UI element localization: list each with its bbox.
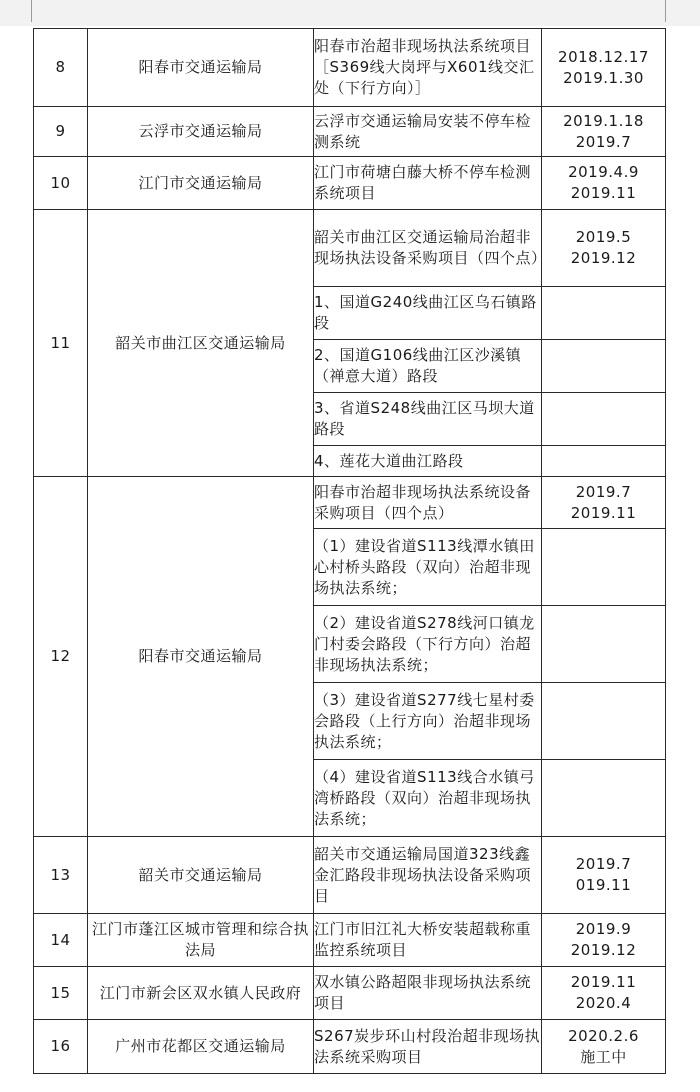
- date-cell: [542, 29, 666, 107]
- table-row: [34, 837, 666, 914]
- end-date: 2019.11: [570, 184, 637, 202]
- unit-name: 江门市交通运输局: [88, 157, 314, 210]
- unit-name: 阳春市交通运输局: [88, 477, 314, 837]
- end-date: 2019.11: [570, 503, 637, 522]
- project-name: 双水镇公路超限非现场执法系统项目: [314, 967, 542, 1020]
- start-date: 2019.9: [575, 920, 632, 938]
- start-date: 2019.1.18: [563, 111, 644, 130]
- table-row: [34, 967, 666, 1020]
- row-number: 16: [34, 1020, 88, 1074]
- unit-name: 江门市新会区双水镇人民政府: [88, 967, 314, 1020]
- previous-page-edge: [0, 0, 700, 26]
- start-date: 2019.7: [575, 855, 632, 873]
- end-date: 施工中: [580, 1047, 627, 1066]
- project-name: S267炭步环山村段治超非现场执法系统采购项目: [314, 1020, 542, 1074]
- row-number: 15: [34, 967, 88, 1020]
- sub-project: 1、国道G240线曲江区乌石镇路段: [314, 287, 542, 340]
- project-name: 韶关市交通运输局国道323线鑫金汇路段非现场执法设备采购项目: [314, 837, 542, 914]
- date-cell: [542, 210, 666, 287]
- table-row: [34, 477, 666, 529]
- sub-project: （3）建设省道S277线七星村委会路段（上行方向）治超非现场执法系统；: [314, 683, 542, 760]
- start-date: 2019.5: [575, 228, 632, 246]
- start-date: 2018.12.17: [558, 47, 649, 66]
- table-row: [34, 1020, 666, 1074]
- unit-name: 云浮市交通运输局: [88, 107, 314, 157]
- sub-project: 4、莲花大道曲江路段: [314, 446, 542, 477]
- empty-date-cell: [542, 393, 666, 446]
- sub-project: （4）建设省道S113线合水镇弓湾桥路段（双向）治超非现场执法系统；: [314, 760, 542, 837]
- start-date: 2019.11: [570, 973, 637, 991]
- empty-date-cell: [542, 287, 666, 340]
- date-cell: [542, 107, 666, 157]
- unit-name: 韶关市曲江区交通运输局: [88, 210, 314, 477]
- empty-date-cell: [542, 529, 666, 606]
- empty-date-cell: [542, 683, 666, 760]
- end-date: 2019.1.30: [563, 68, 644, 87]
- table-row: [34, 210, 666, 287]
- date-cell: [542, 477, 666, 529]
- sub-project: （2）建设省道S278线河口镇龙门村委会路段（下行方向）治超非现场执法系统；: [314, 606, 542, 683]
- date-cell: [542, 1020, 666, 1074]
- table-row: [34, 107, 666, 157]
- row-number: 12: [34, 477, 88, 837]
- project-name: 阳春市治超非现场执法系统设备采购项目（四个点）: [314, 477, 542, 529]
- row-number: 10: [34, 157, 88, 210]
- table-border-right-continuation: [665, 0, 666, 22]
- date-cell: [542, 837, 666, 914]
- table-row: [34, 29, 666, 107]
- empty-date-cell: [542, 446, 666, 477]
- end-date: 2020.4: [575, 994, 632, 1012]
- sub-project: （1）建设省道S113线潭水镇田心村桥头路段（双向）治超非现场执法系统；: [314, 529, 542, 606]
- project-name: 阳春市治超非现场执法系统项目［S369线大岗坪与X601线交汇处（下行方向）］: [314, 29, 542, 107]
- date-cell: [542, 914, 666, 967]
- end-date: 2019.12: [570, 941, 637, 959]
- table-row: [34, 157, 666, 210]
- start-date: 2019.7: [575, 482, 632, 501]
- project-name: 江门市旧江礼大桥安装超载称重监控系统项目: [314, 914, 542, 967]
- row-number: 8: [34, 29, 88, 107]
- project-table: [33, 28, 666, 1074]
- row-number: 14: [34, 914, 88, 967]
- end-date: 019.11: [575, 876, 632, 894]
- project-name: 云浮市交通运输局安装不停车检测系统: [314, 107, 542, 157]
- start-date: 2019.4.9: [568, 163, 639, 181]
- date-cell: [542, 967, 666, 1020]
- end-date: 2019.7: [575, 132, 632, 151]
- sub-project: 2、国道G106线曲江区沙溪镇（禅意大道）路段: [314, 340, 542, 393]
- start-date: 2020.2.6: [568, 1026, 639, 1045]
- empty-date-cell: [542, 760, 666, 837]
- row-number: 13: [34, 837, 88, 914]
- table-border-left-continuation: [31, 0, 32, 22]
- empty-date-cell: [542, 606, 666, 683]
- table-row: [34, 914, 666, 967]
- unit-name: 阳春市交通运输局: [88, 29, 314, 107]
- empty-date-cell: [542, 340, 666, 393]
- end-date: 2019.12: [570, 249, 637, 267]
- row-number: 11: [34, 210, 88, 477]
- project-name: 江门市荷塘白藤大桥不停车检测系统项目: [314, 157, 542, 210]
- unit-name: 广州市花都区交通运输局: [88, 1020, 314, 1074]
- date-cell: [542, 157, 666, 210]
- unit-name: 江门市蓬江区城市管理和综合执法局: [88, 914, 314, 967]
- row-number: 9: [34, 107, 88, 157]
- sub-project: 3、省道S248线曲江区马坝大道路段: [314, 393, 542, 446]
- unit-name: 韶关市交通运输局: [88, 837, 314, 914]
- project-name: 韶关市曲江区交通运输局治超非现场执法设备采购项目（四个点）: [314, 210, 542, 287]
